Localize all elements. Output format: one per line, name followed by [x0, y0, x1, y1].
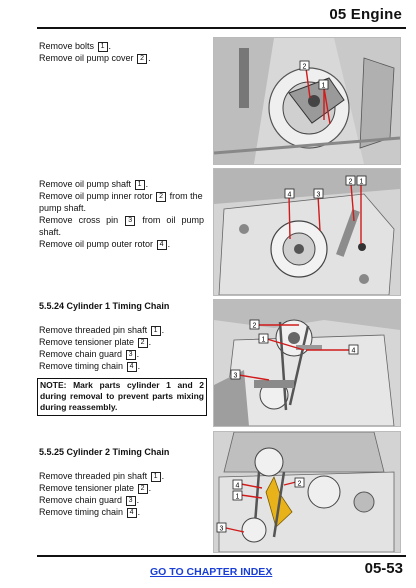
- step: [39, 238, 204, 250]
- footer-divider: [37, 555, 406, 557]
- callout-label: 2: [302, 63, 307, 71]
- step-text-end: .: [161, 471, 165, 481]
- callout-label: 1: [359, 178, 364, 186]
- step-text: Remove bolts: [39, 41, 95, 51]
- cylinder1-timing-chain-photo: [213, 299, 401, 427]
- header-divider: [37, 27, 406, 29]
- step-text-end: .: [108, 41, 112, 51]
- note-box: NOTE: Mark parts cylinder 1 and 2 during removal to prevent parts mixing during reassembly.: [37, 378, 207, 416]
- part-number-badge: 2: [156, 192, 166, 202]
- callout-label: 1: [261, 336, 266, 344]
- step: [39, 214, 204, 238]
- part-number-badge: 1: [98, 42, 108, 52]
- step: [39, 348, 204, 360]
- step: [39, 494, 204, 506]
- part-number-badge: 4: [127, 362, 137, 372]
- part-number-badge: 4: [157, 240, 167, 250]
- callout-label: 2: [348, 178, 353, 186]
- callout-label: 3: [219, 525, 224, 533]
- callout-label: 2: [252, 322, 257, 330]
- chapter-title: 05 Engine: [329, 6, 402, 23]
- step-text-end: .: [167, 239, 171, 249]
- section-heading: 5.5.24 Cylinder 1 Timing Chain: [39, 301, 170, 311]
- part-number-badge: 4: [127, 508, 137, 518]
- part-number-badge: 3: [125, 216, 135, 226]
- step-text-end: from the: [169, 191, 203, 201]
- step-text: Remove chain guard: [39, 349, 123, 359]
- step-text-end: .: [136, 349, 140, 359]
- step: [39, 52, 204, 64]
- section-heading: 5.5.25 Cylinder 2 Timing Chain: [39, 447, 170, 457]
- step-text: Remove timing chain: [39, 361, 124, 371]
- part-number-badge: 3: [126, 350, 136, 360]
- step-text: Remove oil pump inner rotor: [39, 191, 153, 201]
- oil-pump-cover-photo: [213, 37, 401, 165]
- part-number-badge: 1: [135, 180, 145, 190]
- step-text-end: .: [136, 495, 140, 505]
- section2-text: [39, 178, 204, 250]
- callout-label: 4: [235, 482, 240, 490]
- step-continuation: pump shaft.: [39, 203, 87, 213]
- part-number-badge: 1: [151, 472, 161, 482]
- section1-text: [39, 40, 204, 64]
- step-text: Remove tensioner plate: [39, 337, 135, 347]
- callout-label: 2: [297, 480, 302, 488]
- step: [39, 470, 204, 482]
- step-text: Remove chain guard: [39, 495, 123, 505]
- step: [39, 506, 204, 518]
- part-number-badge: 2: [137, 54, 147, 64]
- step: [39, 324, 204, 336]
- callout-label: 4: [351, 347, 356, 355]
- section4-text: [39, 446, 204, 518]
- step-text: Remove timing chain: [39, 507, 124, 517]
- step: [39, 190, 204, 202]
- part-number-badge: 3: [126, 496, 136, 506]
- step-text: Remove oil pump shaft: [39, 179, 132, 189]
- step-text: Remove tensioner plate: [39, 483, 135, 493]
- callout-label: 4: [287, 191, 292, 199]
- step-text-end: .: [161, 325, 165, 335]
- step-text-end: .: [148, 53, 151, 63]
- step-text-end: .: [137, 361, 141, 371]
- part-number-badge: 1: [151, 326, 161, 336]
- callout-label: 1: [235, 493, 240, 501]
- part-number-badge: 2: [138, 484, 148, 494]
- callout-label: 1: [321, 82, 326, 90]
- step-text-end: .: [137, 507, 141, 517]
- callout-label: 3: [316, 191, 321, 199]
- step-text-end: .: [148, 337, 152, 347]
- step-text: Remove cross pin: [39, 215, 119, 225]
- step: [39, 360, 204, 372]
- chapter-index-link[interactable]: GO TO CHAPTER INDEX: [150, 566, 273, 578]
- step: [39, 178, 204, 190]
- step-text: Remove oil pump cover: [39, 53, 134, 63]
- page-number: 05-53: [364, 560, 403, 577]
- section3-text: [39, 300, 204, 372]
- step-text: Remove oil pump outer rotor: [39, 239, 154, 249]
- step: [39, 40, 204, 52]
- step-text: Remove threaded pin shaft: [39, 325, 148, 335]
- step: [39, 336, 204, 348]
- step-text-end: .: [145, 179, 149, 189]
- step-text-end: .: [148, 483, 152, 493]
- cylinder2-timing-chain-photo: [213, 431, 401, 553]
- step-text-end: from oil pump shaft.: [39, 215, 204, 237]
- step: [39, 482, 204, 494]
- part-number-badge: 2: [138, 338, 148, 348]
- oil-pump-rotor-photo: [213, 168, 401, 296]
- callout-label: 3: [233, 372, 238, 380]
- step-text: Remove threaded pin shaft: [39, 471, 148, 481]
